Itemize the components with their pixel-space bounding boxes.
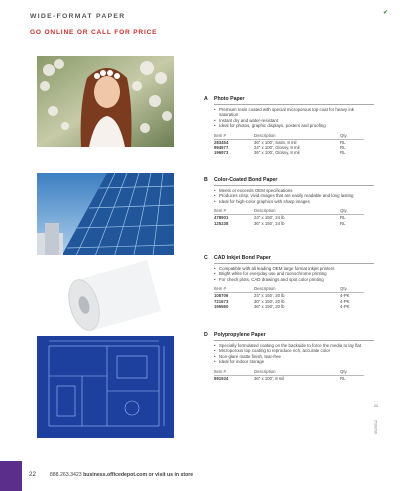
column-header-description: Description bbox=[254, 286, 340, 293]
feature-item: • Ideal for indoor storage bbox=[214, 359, 374, 365]
feature-item: • Specially formulated coating on the backside to force the media to lay flat bbox=[214, 343, 374, 349]
feature-item: • Ideal for high-color graphics with sharp images bbox=[214, 199, 374, 205]
item-qty: 4-PK bbox=[340, 303, 350, 309]
divider bbox=[214, 263, 374, 264]
column-header-item: Item # bbox=[214, 286, 254, 293]
polypropylene-blueprint-image bbox=[37, 336, 174, 438]
feature-item: • Instant dry and water-resistant bbox=[214, 118, 374, 124]
product-letter: B bbox=[204, 177, 208, 183]
item-description: 36" x 150', 24 lb bbox=[254, 220, 285, 226]
item-description: 24" x 100', Glossy, 8 mil bbox=[254, 145, 300, 151]
divider bbox=[214, 340, 374, 341]
product-polypropylene-paper bbox=[204, 333, 374, 381]
divider bbox=[214, 104, 374, 105]
column-header-description: Description bbox=[254, 208, 340, 215]
product-heading bbox=[204, 97, 374, 103]
product-name: Photo Paper bbox=[214, 96, 245, 102]
bond-paper-image bbox=[37, 173, 174, 264]
table-row bbox=[214, 304, 364, 309]
item-number: 994577 bbox=[214, 145, 229, 151]
item-description: 36" x 100', 8 mil bbox=[254, 376, 285, 382]
footer-contact bbox=[50, 472, 193, 478]
product-color-coated-bond bbox=[204, 178, 374, 226]
feature-list bbox=[214, 266, 374, 283]
item-qty: RL bbox=[340, 140, 346, 146]
item-number: 125238 bbox=[214, 220, 229, 226]
product-name: Polypropylene Paper bbox=[214, 332, 266, 338]
item-table bbox=[214, 208, 364, 226]
feature-item: • Meets or exceeds OEM specifications bbox=[214, 188, 374, 194]
page-number: 22 bbox=[29, 471, 36, 478]
product-heading bbox=[204, 178, 374, 184]
item-qty: 4-PK bbox=[340, 298, 350, 304]
item-qty: RL bbox=[340, 150, 346, 156]
feature-item: • For check plots, CAD drawings and spot color printing bbox=[214, 277, 374, 283]
footer-color-bar bbox=[0, 461, 22, 491]
column-header-qty: Qty. bbox=[340, 369, 364, 376]
item-number: 991934 bbox=[214, 376, 229, 382]
photo-paper-image bbox=[37, 56, 174, 147]
divider bbox=[214, 185, 374, 186]
footer-url: business.officedepot.com or visit us in store bbox=[83, 472, 194, 478]
item-table bbox=[214, 369, 364, 381]
item-number: 283454 bbox=[214, 140, 229, 146]
feature-list bbox=[214, 343, 374, 365]
table-row bbox=[214, 150, 364, 155]
feature-item: • Ideal for photos, graphic displays, posters and proofing bbox=[214, 123, 374, 129]
check-icon: ✔ bbox=[382, 10, 388, 16]
feature-list bbox=[214, 188, 374, 205]
feature-item: • Non-glare matte finish, tear-free bbox=[214, 354, 374, 360]
product-heading bbox=[204, 333, 374, 339]
item-qty: RL bbox=[340, 145, 346, 151]
side-code: 8526512 bbox=[374, 420, 378, 434]
side-number: 22 bbox=[374, 404, 378, 408]
column-header-description: Description bbox=[254, 133, 340, 140]
item-qty: RL bbox=[340, 376, 346, 382]
product-letter: D bbox=[204, 332, 208, 338]
item-qty: 4-PK bbox=[340, 293, 350, 299]
table-row bbox=[214, 376, 364, 382]
feature-item: • Bright white for everyday use and monochrome printing bbox=[214, 271, 374, 277]
column-header-qty: Qty. bbox=[340, 133, 364, 140]
product-letter: A bbox=[204, 96, 208, 102]
footer-phone: 888.263.3423 bbox=[49, 472, 82, 478]
feature-item: • Microporous top coating to reproduce rich, accurate color bbox=[214, 348, 374, 354]
product-letter: C bbox=[204, 255, 208, 261]
item-number: 195560 bbox=[214, 303, 229, 309]
product-photo-paper bbox=[204, 97, 374, 156]
table-row bbox=[214, 221, 364, 226]
product-heading bbox=[204, 256, 374, 262]
product-name: CAD Inkjet Bond Paper bbox=[214, 255, 271, 261]
feature-item: • Produces crisp, vivid images that are easily readable and long lasting bbox=[214, 193, 374, 199]
item-number: 196973 bbox=[214, 150, 229, 156]
column-header-qty: Qty. bbox=[340, 286, 364, 293]
item-qty: RL bbox=[340, 215, 346, 221]
column-header-item: Item # bbox=[214, 369, 254, 376]
section-title: WIDE-FORMAT PAPER bbox=[30, 13, 126, 20]
product-cad-inkjet-bond bbox=[204, 256, 374, 309]
cad-paper-roll-image bbox=[37, 255, 174, 331]
page-header bbox=[30, 13, 157, 36]
product-name: Color-Coated Bond Paper bbox=[214, 177, 278, 183]
item-number: 478901 bbox=[214, 215, 229, 221]
promo-banner: GO ONLINE OR CALL FOR PRICE bbox=[30, 29, 158, 36]
column-header-item: Item # bbox=[214, 208, 254, 215]
item-description: 36" x 100', Satin, 8 mil bbox=[254, 140, 297, 146]
column-header-description: Description bbox=[254, 369, 340, 376]
item-description: 24" x 150', 24 lb bbox=[254, 215, 285, 221]
item-description: 36" x 150', 20 lb bbox=[254, 303, 285, 309]
page-footer bbox=[29, 471, 193, 478]
column-header-item: Item # bbox=[214, 133, 254, 140]
item-qty: RL bbox=[340, 220, 346, 226]
item-description: 30" x 150', 20 lb bbox=[254, 298, 285, 304]
item-table bbox=[214, 133, 364, 156]
feature-item: • Compatible with all leading OEM large format inkjet printers bbox=[214, 266, 374, 272]
item-description: 24" x 150', 20 lb bbox=[254, 293, 285, 299]
item-number: 108706 bbox=[214, 293, 229, 299]
feature-list bbox=[214, 107, 374, 129]
item-table bbox=[214, 286, 364, 309]
item-description: 36" x 100', Glossy, 8 mil bbox=[254, 150, 300, 156]
item-number: 721673 bbox=[214, 298, 229, 304]
column-header-qty: Qty. bbox=[340, 208, 364, 215]
feature-item: • Premium resin coated with special microporous top coat for heavy ink saturation bbox=[214, 107, 374, 118]
